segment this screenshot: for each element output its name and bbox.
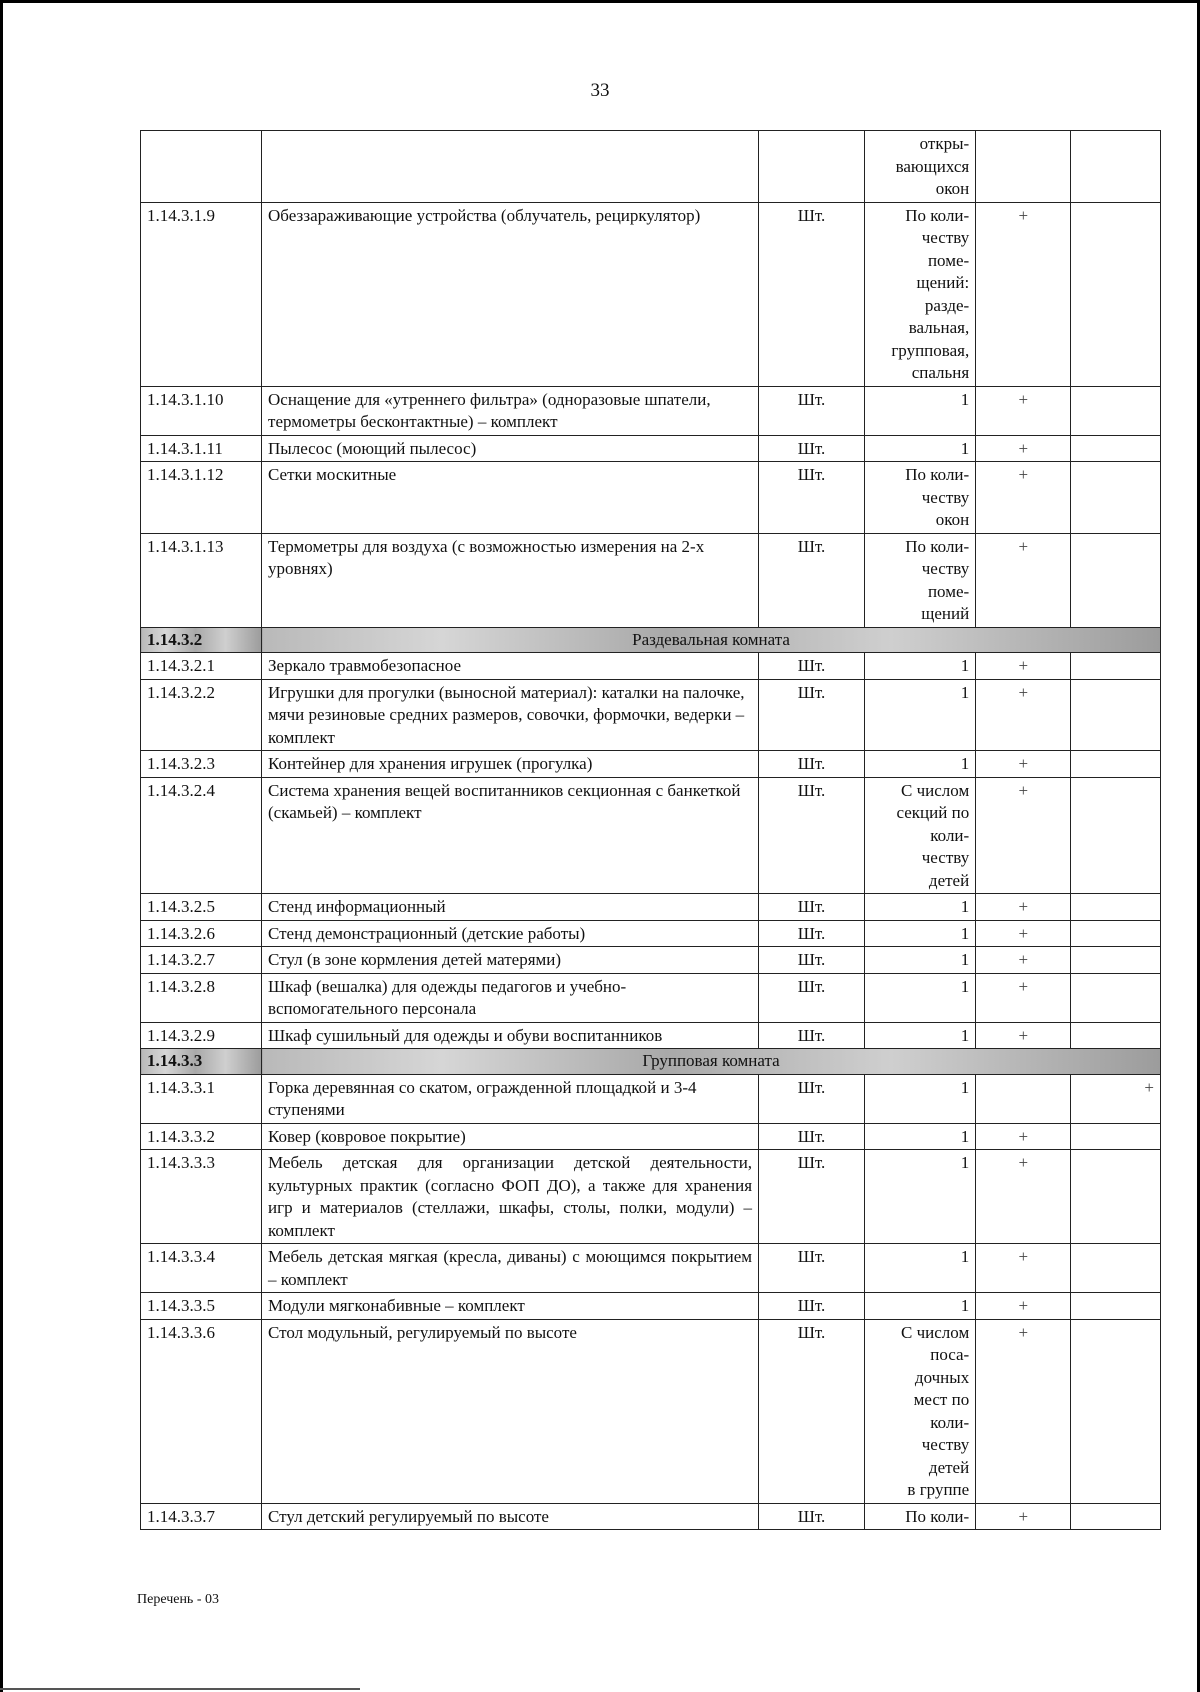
- item-name-cell: Стенд информационный: [262, 894, 759, 921]
- mark-cell: [1071, 1293, 1161, 1320]
- item-code-cell: 1.14.3.3.2: [141, 1123, 262, 1150]
- item-name-cell: Шкаф сушильный для одежды и обуви воспитанников: [262, 1022, 759, 1049]
- quantity-cell: 1: [864, 435, 975, 462]
- table-row: [141, 1123, 1161, 1150]
- item-name-cell: Система хранения вещей воспитанников секционная с банкеткой (скамьей) – комплект: [262, 777, 759, 894]
- mark-cell: +: [976, 894, 1071, 921]
- mark-cell: [1071, 386, 1161, 435]
- item-name-cell: Шкаф (вешалка) для одежды педагогов и учебно-вспомогательного персонала: [262, 973, 759, 1022]
- mark-cell: [1071, 1022, 1161, 1049]
- quantity-cell: 1: [864, 386, 975, 435]
- item-code-cell: 1.14.3.3.4: [141, 1244, 262, 1293]
- mark-cell: [1071, 462, 1161, 534]
- quantity-cell: 1: [864, 1150, 975, 1244]
- quantity-cell: 1: [864, 751, 975, 778]
- item-code-cell: 1.14.3.1.13: [141, 533, 262, 627]
- quantity-cell: 1: [864, 1123, 975, 1150]
- unit-cell: Шт.: [759, 462, 865, 534]
- mark-cell: [1071, 202, 1161, 386]
- section-title: Групповая комната: [262, 1049, 1161, 1075]
- table-row: [141, 947, 1161, 974]
- mark-cell: +: [976, 973, 1071, 1022]
- item-name-cell: Контейнер для хранения игрушек (прогулка): [262, 751, 759, 778]
- section-title: Раздевальная комната: [262, 627, 1161, 653]
- quantity-cell: По коли- честву окон: [864, 462, 975, 534]
- quantity-cell: 1: [864, 920, 975, 947]
- mark-cell: +: [976, 1319, 1071, 1503]
- table-row: [141, 1503, 1161, 1530]
- mark-cell: +: [976, 777, 1071, 894]
- table-row: [141, 777, 1161, 894]
- mark-cell: [1071, 973, 1161, 1022]
- section-code: 1.14.3.2: [141, 627, 262, 653]
- table-row: [141, 920, 1161, 947]
- table-row: [141, 1074, 1161, 1123]
- mark-cell: [1071, 533, 1161, 627]
- table-row: [141, 386, 1161, 435]
- unit-cell: Шт.: [759, 777, 865, 894]
- scan-border-left: [0, 0, 3, 1692]
- quantity-cell: С числом секций по коли- честву детей: [864, 777, 975, 894]
- unit-cell: Шт.: [759, 533, 865, 627]
- item-code-cell: 1.14.3.2.3: [141, 751, 262, 778]
- mark-cell: [1071, 679, 1161, 751]
- table-row: [141, 1319, 1161, 1503]
- unit-cell: Шт.: [759, 973, 865, 1022]
- item-name-cell: [262, 131, 759, 203]
- scan-border-top: [0, 0, 1200, 3]
- mark-cell: +: [976, 1022, 1071, 1049]
- quantity-cell: С числом поса- дочных мест по коли- честву детей в группе: [864, 1319, 975, 1503]
- mark-cell: +: [976, 202, 1071, 386]
- mark-cell: [1071, 131, 1161, 203]
- item-name-cell: Стул детский регулируемый по высоте: [262, 1503, 759, 1530]
- unit-cell: Шт.: [759, 679, 865, 751]
- item-name-cell: Сетки москитные: [262, 462, 759, 534]
- mark-cell: [1071, 751, 1161, 778]
- unit-cell: Шт.: [759, 1293, 865, 1320]
- mark-cell: [1071, 1244, 1161, 1293]
- item-name-cell: Горка деревянная со скатом, огражденной площадкой и 3-4 ступенями: [262, 1074, 759, 1123]
- mark-cell: +: [976, 1244, 1071, 1293]
- mark-cell: +: [976, 920, 1071, 947]
- mark-cell: +: [976, 435, 1071, 462]
- item-name-cell: Термометры для воздуха (с возможностью измерения на 2-х уровнях): [262, 533, 759, 627]
- unit-cell: Шт.: [759, 435, 865, 462]
- item-name-cell: Зеркало травмобезопасное: [262, 653, 759, 680]
- item-code-cell: 1.14.3.3.7: [141, 1503, 262, 1530]
- mark-cell: +: [976, 679, 1071, 751]
- quantity-cell: 1: [864, 1022, 975, 1049]
- unit-cell: Шт.: [759, 202, 865, 386]
- mark-cell: [1071, 435, 1161, 462]
- item-name-cell: Стенд демонстрационный (детские работы): [262, 920, 759, 947]
- mark-cell: +: [976, 1123, 1071, 1150]
- mark-cell: +: [976, 386, 1071, 435]
- quantity-cell: По коли- честву поме- щений: разде- вальная, групповая, спальня: [864, 202, 975, 386]
- mark-cell: +: [976, 653, 1071, 680]
- unit-cell: Шт.: [759, 1244, 865, 1293]
- table-row: [141, 435, 1161, 462]
- table-row: [141, 679, 1161, 751]
- item-code-cell: 1.14.3.3.3: [141, 1150, 262, 1244]
- quantity-cell: По коли-: [864, 1503, 975, 1530]
- item-code-cell: 1.14.3.1.9: [141, 202, 262, 386]
- item-code-cell: [141, 131, 262, 203]
- unit-cell: Шт.: [759, 1123, 865, 1150]
- item-name-cell: Мебель детская мягкая (кресла, диваны) с моющимся покрытием – комплект: [262, 1244, 759, 1293]
- mark-cell: [1071, 653, 1161, 680]
- item-code-cell: 1.14.3.3.1: [141, 1074, 262, 1123]
- item-code-cell: 1.14.3.1.11: [141, 435, 262, 462]
- section-header-row: [141, 627, 1161, 653]
- table-row: [141, 1293, 1161, 1320]
- table-row: [141, 894, 1161, 921]
- item-code-cell: 1.14.3.2.9: [141, 1022, 262, 1049]
- unit-cell: Шт.: [759, 920, 865, 947]
- item-name-cell: Оснащение для «утреннего фильтра» (одноразовые шпатели, термометры бесконтактные) – комплект: [262, 386, 759, 435]
- item-code-cell: 1.14.3.2.2: [141, 679, 262, 751]
- item-code-cell: 1.14.3.2.8: [141, 973, 262, 1022]
- unit-cell: Шт.: [759, 751, 865, 778]
- item-name-cell: Пылесос (моющий пылесос): [262, 435, 759, 462]
- mark-cell: [976, 131, 1071, 203]
- unit-cell: Шт.: [759, 1503, 865, 1530]
- quantity-cell: 1: [864, 1244, 975, 1293]
- item-code-cell: 1.14.3.3.6: [141, 1319, 262, 1503]
- item-name-cell: Стол модульный, регулируемый по высоте: [262, 1319, 759, 1503]
- table-row: [141, 751, 1161, 778]
- table-body: [141, 131, 1161, 1530]
- item-code-cell: 1.14.3.2.6: [141, 920, 262, 947]
- mark-cell: +: [976, 751, 1071, 778]
- unit-cell: Шт.: [759, 947, 865, 974]
- item-code-cell: 1.14.3.2.1: [141, 653, 262, 680]
- item-code-cell: 1.14.3.2.5: [141, 894, 262, 921]
- section-header-row: [141, 1049, 1161, 1075]
- page-number: 33: [590, 80, 610, 101]
- unit-cell: Шт.: [759, 1022, 865, 1049]
- quantity-cell: 1: [864, 947, 975, 974]
- quantity-cell: 1: [864, 973, 975, 1022]
- quantity-cell: 1: [864, 894, 975, 921]
- mark-cell: +: [976, 533, 1071, 627]
- item-name-cell: Обеззараживающие устройства (облучатель, рециркулятор): [262, 202, 759, 386]
- unit-cell: [759, 131, 865, 203]
- table-row: [141, 653, 1161, 680]
- table-row: [141, 1150, 1161, 1244]
- unit-cell: Шт.: [759, 653, 865, 680]
- table-row: [141, 973, 1161, 1022]
- item-name-cell: Модули мягконабивные – комплект: [262, 1293, 759, 1320]
- quantity-cell: 1: [864, 653, 975, 680]
- table-row: [141, 1022, 1161, 1049]
- mark-cell: +: [976, 462, 1071, 534]
- mark-cell: [1071, 1319, 1161, 1503]
- mark-cell: [976, 1074, 1071, 1123]
- mark-cell: [1071, 947, 1161, 974]
- unit-cell: Шт.: [759, 386, 865, 435]
- mark-cell: [1071, 920, 1161, 947]
- table-row: [141, 533, 1161, 627]
- mark-cell: +: [976, 1503, 1071, 1530]
- item-code-cell: 1.14.3.1.10: [141, 386, 262, 435]
- mark-cell: [1071, 1123, 1161, 1150]
- footer-label: Перечень - 03: [137, 1592, 219, 1607]
- table-row: [141, 202, 1161, 386]
- item-name-cell: Мебель детская для организации детской деятельности, культурных практик (согласно ФОП ДО), а также для хранения игр и материалов (стеллажи, шкафы, столы, полки, модули) – комплект: [262, 1150, 759, 1244]
- item-code-cell: 1.14.3.2.7: [141, 947, 262, 974]
- quantity-cell: 1: [864, 1293, 975, 1320]
- table-row: [141, 1244, 1161, 1293]
- unit-cell: Шт.: [759, 1150, 865, 1244]
- equipment-table: [140, 130, 1161, 1530]
- mark-cell: [1071, 777, 1161, 894]
- mark-cell: [1071, 1150, 1161, 1244]
- unit-cell: Шт.: [759, 1074, 865, 1123]
- mark-cell: [1071, 1503, 1161, 1530]
- section-code: 1.14.3.3: [141, 1049, 262, 1075]
- item-name-cell: Ковер (ковровое покрытие): [262, 1123, 759, 1150]
- quantity-cell: 1: [864, 1074, 975, 1123]
- item-name-cell: Игрушки для прогулки (выносной материал): каталки на палочке, мячи резиновые средних размеров, совочки, формочки, ведерки – комплект: [262, 679, 759, 751]
- mark-cell: +: [1071, 1074, 1161, 1123]
- item-code-cell: 1.14.3.1.12: [141, 462, 262, 534]
- scan-artifact-line: [0, 1688, 360, 1690]
- mark-cell: +: [976, 1150, 1071, 1244]
- quantity-cell: По коли- честву поме- щений: [864, 533, 975, 627]
- item-code-cell: 1.14.3.2.4: [141, 777, 262, 894]
- item-name-cell: Стул (в зоне кормления детей матерями): [262, 947, 759, 974]
- table-row: [141, 462, 1161, 534]
- mark-cell: +: [976, 947, 1071, 974]
- quantity-cell: откры- вающихся окон: [864, 131, 975, 203]
- unit-cell: Шт.: [759, 894, 865, 921]
- mark-cell: [1071, 894, 1161, 921]
- table-row: [141, 131, 1161, 203]
- unit-cell: Шт.: [759, 1319, 865, 1503]
- quantity-cell: 1: [864, 679, 975, 751]
- mark-cell: +: [976, 1293, 1071, 1320]
- item-code-cell: 1.14.3.3.5: [141, 1293, 262, 1320]
